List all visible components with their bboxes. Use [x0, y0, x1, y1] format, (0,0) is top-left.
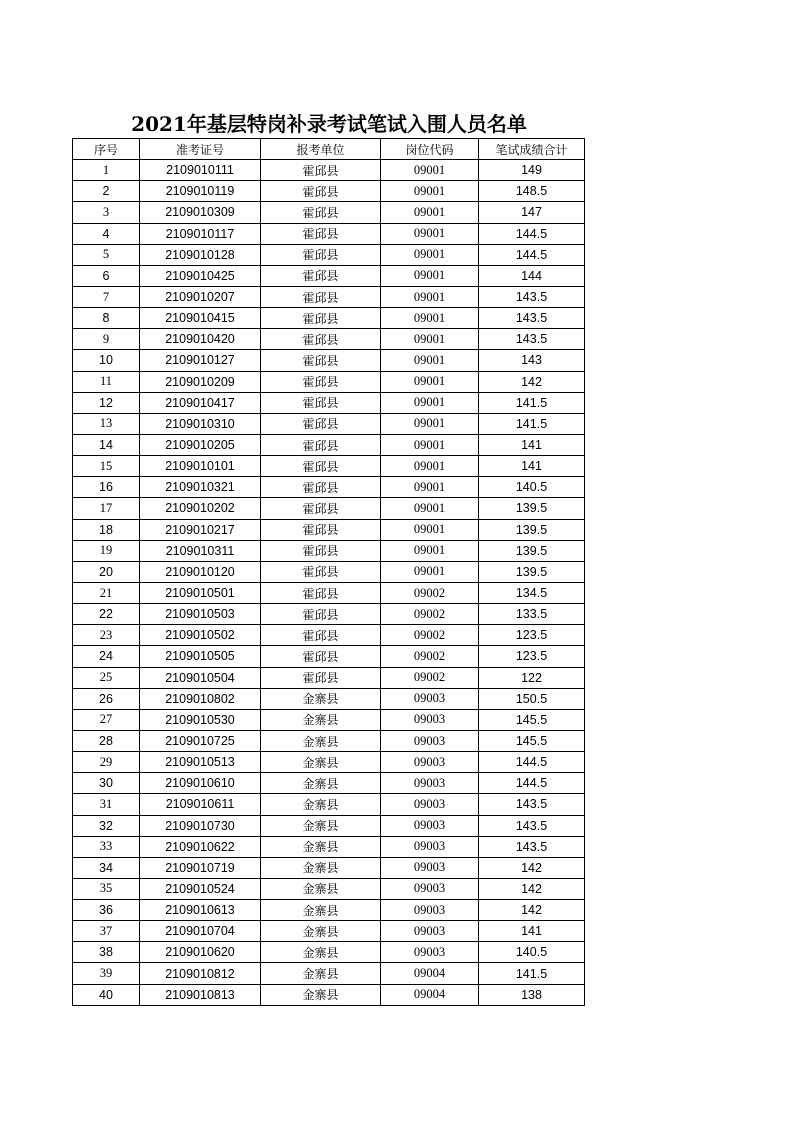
cell-unit: 霍邱县 — [261, 413, 381, 434]
cell-unit: 金寨县 — [261, 984, 381, 1005]
cell-unit: 霍邱县 — [261, 350, 381, 371]
cell-code: 09001 — [381, 265, 479, 286]
cell-score: 143 — [479, 350, 585, 371]
cell-unit: 霍邱县 — [261, 561, 381, 582]
cell-seq: 13 — [73, 413, 140, 434]
cell-score: 139.5 — [479, 561, 585, 582]
cell-ticket: 2109010217 — [140, 519, 261, 540]
cell-seq: 34 — [73, 857, 140, 878]
cell-code: 09003 — [381, 709, 479, 730]
cell-ticket: 2109010501 — [140, 582, 261, 603]
cell-unit: 霍邱县 — [261, 308, 381, 329]
cell-score: 148.5 — [479, 181, 585, 202]
cell-ticket: 2109010530 — [140, 709, 261, 730]
cell-ticket: 2109010504 — [140, 667, 261, 688]
cell-score: 141.5 — [479, 413, 585, 434]
cell-ticket: 2109010311 — [140, 540, 261, 561]
cell-seq: 9 — [73, 329, 140, 350]
cell-code: 09001 — [381, 392, 479, 413]
cell-seq: 4 — [73, 223, 140, 244]
cell-score: 143.5 — [479, 286, 585, 307]
cell-ticket: 2109010620 — [140, 942, 261, 963]
cell-score: 141 — [479, 434, 585, 455]
table-row — [73, 709, 585, 730]
cell-ticket: 2109010611 — [140, 794, 261, 815]
cell-ticket: 2109010117 — [140, 223, 261, 244]
cell-score: 150.5 — [479, 688, 585, 709]
cell-ticket: 2109010513 — [140, 752, 261, 773]
cell-code: 09001 — [381, 434, 479, 455]
cell-seq: 32 — [73, 815, 140, 836]
table-row — [73, 773, 585, 794]
cell-seq: 30 — [73, 773, 140, 794]
cell-code: 09004 — [381, 984, 479, 1005]
cell-ticket: 2109010622 — [140, 836, 261, 857]
cell-unit: 霍邱县 — [261, 456, 381, 477]
cell-code: 09001 — [381, 371, 479, 392]
cell-code: 09001 — [381, 223, 479, 244]
table-row — [73, 413, 585, 434]
cell-unit: 霍邱县 — [261, 434, 381, 455]
cell-unit: 霍邱县 — [261, 329, 381, 350]
cell-unit: 霍邱县 — [261, 181, 381, 202]
cell-score: 144.5 — [479, 773, 585, 794]
cell-score: 134.5 — [479, 582, 585, 603]
cell-ticket: 2109010505 — [140, 646, 261, 667]
cell-seq: 27 — [73, 709, 140, 730]
cell-unit: 霍邱县 — [261, 646, 381, 667]
cell-score: 144.5 — [479, 244, 585, 265]
cell-ticket: 2109010321 — [140, 477, 261, 498]
cell-code: 09001 — [381, 286, 479, 307]
cell-seq: 38 — [73, 942, 140, 963]
cell-unit: 金寨县 — [261, 794, 381, 815]
cell-code: 09003 — [381, 836, 479, 857]
cell-ticket: 2109010613 — [140, 900, 261, 921]
cell-ticket: 2109010101 — [140, 456, 261, 477]
cell-code: 09003 — [381, 815, 479, 836]
cell-ticket: 2109010610 — [140, 773, 261, 794]
cell-ticket: 2109010209 — [140, 371, 261, 392]
table-row — [73, 752, 585, 773]
cell-score: 142 — [479, 371, 585, 392]
cell-seq: 35 — [73, 878, 140, 899]
cell-code: 09001 — [381, 350, 479, 371]
table-row — [73, 392, 585, 413]
cell-code: 09001 — [381, 456, 479, 477]
cell-unit: 金寨县 — [261, 857, 381, 878]
cell-seq: 7 — [73, 286, 140, 307]
cell-score: 141.5 — [479, 392, 585, 413]
cell-ticket: 2109010417 — [140, 392, 261, 413]
table-row — [73, 582, 585, 603]
cell-unit: 金寨县 — [261, 815, 381, 836]
cell-seq: 14 — [73, 434, 140, 455]
cell-score: 123.5 — [479, 646, 585, 667]
cell-code: 09001 — [381, 413, 479, 434]
cell-score: 143.5 — [479, 836, 585, 857]
cell-seq: 5 — [73, 244, 140, 265]
cell-ticket: 2109010802 — [140, 688, 261, 709]
cell-score: 149 — [479, 160, 585, 181]
table-row — [73, 561, 585, 582]
cell-unit: 霍邱县 — [261, 244, 381, 265]
cell-code: 09001 — [381, 160, 479, 181]
cell-ticket: 2109010425 — [140, 265, 261, 286]
header-seq: 序号 — [73, 139, 140, 160]
cell-unit: 霍邱县 — [261, 392, 381, 413]
table-row — [73, 984, 585, 1005]
cell-score: 144.5 — [479, 752, 585, 773]
cell-score: 143.5 — [479, 794, 585, 815]
table-row — [73, 604, 585, 625]
table-row — [73, 308, 585, 329]
cell-seq: 22 — [73, 604, 140, 625]
cell-score: 140.5 — [479, 477, 585, 498]
cell-unit: 金寨县 — [261, 942, 381, 963]
cell-unit: 霍邱县 — [261, 477, 381, 498]
table-row — [73, 477, 585, 498]
cell-ticket: 2109010309 — [140, 202, 261, 223]
header-code: 岗位代码 — [381, 139, 479, 160]
cell-unit: 金寨县 — [261, 878, 381, 899]
cell-ticket: 2109010202 — [140, 498, 261, 519]
cell-code: 09001 — [381, 519, 479, 540]
cell-ticket: 2109010730 — [140, 815, 261, 836]
cell-ticket: 2109010310 — [140, 413, 261, 434]
cell-unit: 霍邱县 — [261, 519, 381, 540]
table-row — [73, 371, 585, 392]
cell-unit: 霍邱县 — [261, 625, 381, 646]
table-header-row — [73, 139, 585, 160]
page-title: 2021年基层特岗补录考试笔试入围人员名单 — [131, 112, 527, 136]
cell-ticket: 2109010719 — [140, 857, 261, 878]
cell-ticket: 2109010813 — [140, 984, 261, 1005]
cell-seq: 6 — [73, 265, 140, 286]
cell-unit: 金寨县 — [261, 921, 381, 942]
cell-score: 145.5 — [479, 709, 585, 730]
cell-score: 139.5 — [479, 498, 585, 519]
table-row — [73, 350, 585, 371]
cell-unit: 霍邱县 — [261, 160, 381, 181]
cell-score: 147 — [479, 202, 585, 223]
cell-score: 142 — [479, 857, 585, 878]
table-row — [73, 921, 585, 942]
cell-seq: 10 — [73, 350, 140, 371]
table-row — [73, 878, 585, 899]
table-row — [73, 181, 585, 202]
cell-code: 09003 — [381, 773, 479, 794]
cell-score: 142 — [479, 900, 585, 921]
cell-code: 09003 — [381, 921, 479, 942]
cell-seq: 33 — [73, 836, 140, 857]
table-row — [73, 540, 585, 561]
cell-score: 144.5 — [479, 223, 585, 244]
table-row — [73, 836, 585, 857]
results-table — [72, 138, 585, 1006]
header-score: 笔试成绩合计 — [479, 139, 585, 160]
table-row — [73, 202, 585, 223]
cell-seq: 1 — [73, 160, 140, 181]
cell-score: 145.5 — [479, 730, 585, 751]
cell-unit: 金寨县 — [261, 688, 381, 709]
cell-code: 09001 — [381, 202, 479, 223]
cell-code: 09003 — [381, 942, 479, 963]
cell-score: 142 — [479, 878, 585, 899]
cell-code: 09001 — [381, 308, 479, 329]
cell-seq: 16 — [73, 477, 140, 498]
cell-ticket: 2109010205 — [140, 434, 261, 455]
cell-seq: 2 — [73, 181, 140, 202]
cell-ticket: 2109010524 — [140, 878, 261, 899]
cell-code: 09001 — [381, 329, 479, 350]
cell-code: 09003 — [381, 878, 479, 899]
cell-unit: 金寨县 — [261, 773, 381, 794]
table-row — [73, 646, 585, 667]
cell-seq: 15 — [73, 456, 140, 477]
table-row — [73, 223, 585, 244]
cell-unit: 霍邱县 — [261, 286, 381, 307]
cell-unit: 霍邱县 — [261, 667, 381, 688]
cell-seq: 40 — [73, 984, 140, 1005]
cell-score: 133.5 — [479, 604, 585, 625]
table-row — [73, 857, 585, 878]
cell-score: 141 — [479, 456, 585, 477]
cell-score: 143.5 — [479, 329, 585, 350]
header-unit: 报考单位 — [261, 139, 381, 160]
cell-code: 09002 — [381, 667, 479, 688]
cell-seq: 28 — [73, 730, 140, 751]
cell-score: 144 — [479, 265, 585, 286]
cell-unit: 金寨县 — [261, 836, 381, 857]
cell-unit: 金寨县 — [261, 730, 381, 751]
cell-seq: 12 — [73, 392, 140, 413]
cell-code: 09003 — [381, 752, 479, 773]
cell-code: 09004 — [381, 963, 479, 984]
cell-ticket: 2109010119 — [140, 181, 261, 202]
cell-seq: 31 — [73, 794, 140, 815]
table-row — [73, 329, 585, 350]
cell-unit: 金寨县 — [261, 709, 381, 730]
cell-code: 09003 — [381, 900, 479, 921]
cell-seq: 37 — [73, 921, 140, 942]
cell-unit: 金寨县 — [261, 752, 381, 773]
cell-seq: 36 — [73, 900, 140, 921]
cell-score: 143.5 — [479, 308, 585, 329]
table-body — [73, 160, 585, 1006]
cell-seq: 11 — [73, 371, 140, 392]
cell-code: 09003 — [381, 688, 479, 709]
cell-seq: 23 — [73, 625, 140, 646]
table-row — [73, 900, 585, 921]
cell-ticket: 2109010127 — [140, 350, 261, 371]
cell-unit: 霍邱县 — [261, 223, 381, 244]
cell-score: 139.5 — [479, 519, 585, 540]
cell-code: 09003 — [381, 857, 479, 878]
cell-score: 139.5 — [479, 540, 585, 561]
table-row — [73, 625, 585, 646]
cell-ticket: 2109010503 — [140, 604, 261, 625]
table-row — [73, 730, 585, 751]
cell-ticket: 2109010502 — [140, 625, 261, 646]
cell-score: 138 — [479, 984, 585, 1005]
cell-code: 09002 — [381, 604, 479, 625]
table-row — [73, 688, 585, 709]
cell-seq: 29 — [73, 752, 140, 773]
table-row — [73, 667, 585, 688]
cell-ticket: 2109010111 — [140, 160, 261, 181]
cell-ticket: 2109010128 — [140, 244, 261, 265]
table-row — [73, 160, 585, 181]
cell-unit: 霍邱县 — [261, 202, 381, 223]
cell-score: 143.5 — [479, 815, 585, 836]
cell-seq: 26 — [73, 688, 140, 709]
cell-seq: 19 — [73, 540, 140, 561]
cell-ticket: 2109010420 — [140, 329, 261, 350]
cell-code: 09001 — [381, 498, 479, 519]
cell-unit: 霍邱县 — [261, 540, 381, 561]
cell-code: 09001 — [381, 477, 479, 498]
table-row — [73, 286, 585, 307]
cell-ticket: 2109010725 — [140, 730, 261, 751]
cell-seq: 18 — [73, 519, 140, 540]
cell-unit: 霍邱县 — [261, 582, 381, 603]
cell-unit: 霍邱县 — [261, 371, 381, 392]
cell-score: 141 — [479, 921, 585, 942]
table-row — [73, 942, 585, 963]
cell-code: 09001 — [381, 540, 479, 561]
cell-score: 141.5 — [479, 963, 585, 984]
cell-unit: 金寨县 — [261, 963, 381, 984]
cell-seq: 21 — [73, 582, 140, 603]
table-row — [73, 963, 585, 984]
cell-unit: 金寨县 — [261, 900, 381, 921]
cell-code: 09002 — [381, 582, 479, 603]
cell-score: 123.5 — [479, 625, 585, 646]
cell-code: 09001 — [381, 244, 479, 265]
cell-seq: 25 — [73, 667, 140, 688]
cell-code: 09003 — [381, 794, 479, 815]
cell-ticket: 2109010120 — [140, 561, 261, 582]
cell-seq: 24 — [73, 646, 140, 667]
cell-code: 09002 — [381, 646, 479, 667]
cell-unit: 霍邱县 — [261, 604, 381, 625]
cell-code: 09001 — [381, 561, 479, 582]
table-row — [73, 498, 585, 519]
cell-ticket: 2109010207 — [140, 286, 261, 307]
cell-ticket: 2109010812 — [140, 963, 261, 984]
table-row — [73, 265, 585, 286]
cell-unit: 霍邱县 — [261, 498, 381, 519]
cell-ticket: 2109010704 — [140, 921, 261, 942]
cell-score: 140.5 — [479, 942, 585, 963]
table-row — [73, 815, 585, 836]
cell-ticket: 2109010415 — [140, 308, 261, 329]
table-row — [73, 456, 585, 477]
cell-seq: 17 — [73, 498, 140, 519]
cell-unit: 霍邱县 — [261, 265, 381, 286]
cell-seq: 3 — [73, 202, 140, 223]
cell-seq: 20 — [73, 561, 140, 582]
table-row — [73, 434, 585, 455]
cell-score: 122 — [479, 667, 585, 688]
cell-seq: 8 — [73, 308, 140, 329]
table-row — [73, 519, 585, 540]
table-row — [73, 794, 585, 815]
cell-code: 09002 — [381, 625, 479, 646]
header-ticket: 准考证号 — [140, 139, 261, 160]
cell-code: 09001 — [381, 181, 479, 202]
table-row — [73, 244, 585, 265]
cell-seq: 39 — [73, 963, 140, 984]
cell-code: 09003 — [381, 730, 479, 751]
